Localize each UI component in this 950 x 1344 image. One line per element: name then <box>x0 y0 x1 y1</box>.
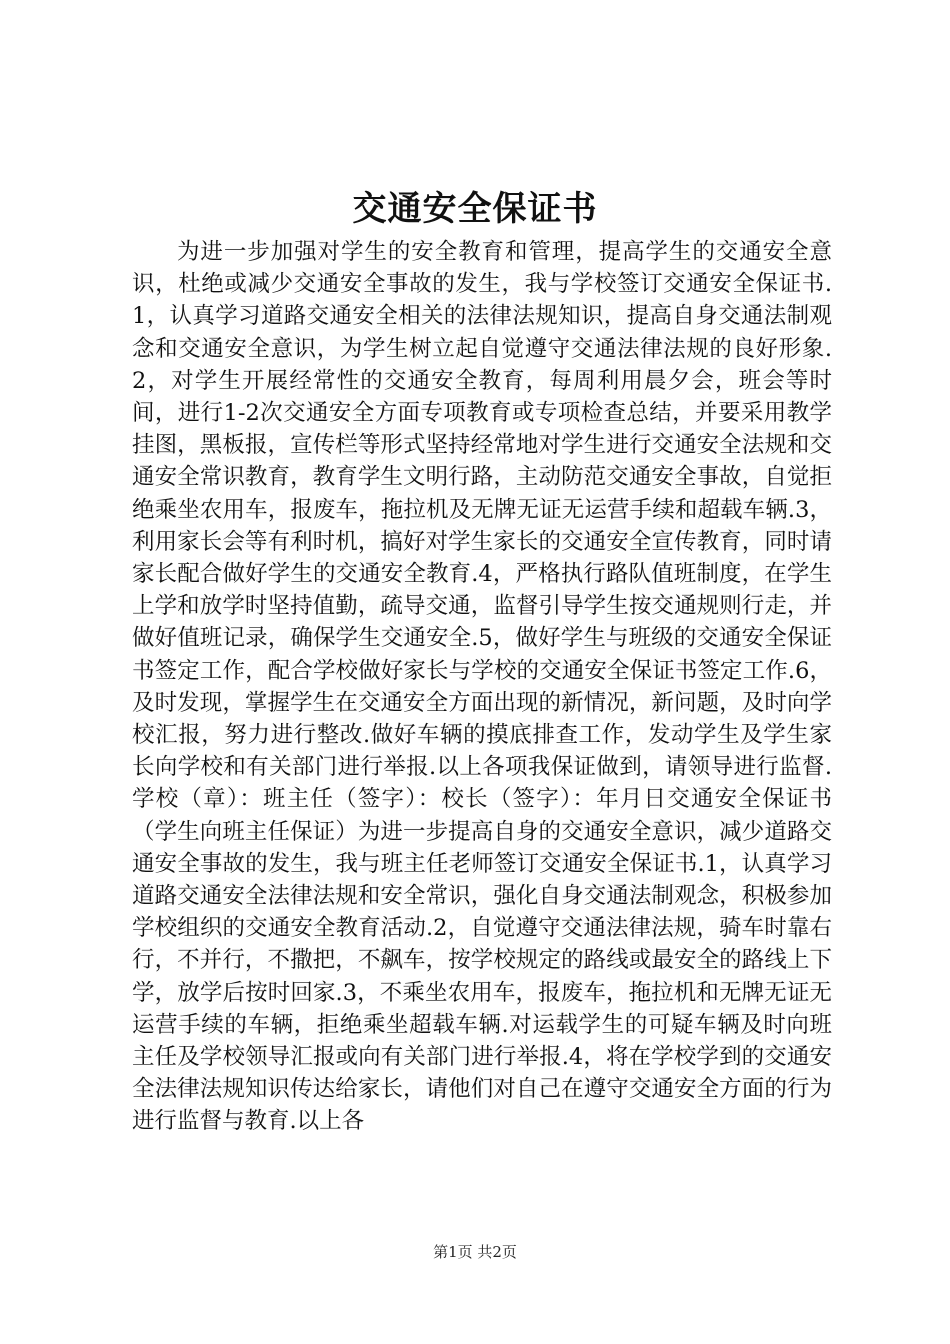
page-number: 第1页 共2页 <box>433 1243 517 1261</box>
document-body: 为进一步加强对学生的安全教育和管理，提高学生的交通安全意识，杜绝或减少交通安全事故的发生，我与学校签订交通安全保证书.1，认真学习道路交通安全相关的法律法规知识，提高自身交通法制观念和交通安全意识，为学生树立起自觉遵守交通法律法规的良好形象.2，对学生开展经常性的交通安全教育，每周利用晨夕会，班会等时间，进行1-2次交通安全方面专项教育或专项检查总结，并要采用教学挂图，黑板报，宣传栏等形式坚持经常地对学生进行交通安全法规和交通安全常识教育，教育学生文明行路，主动防范交通安全事故，自觉拒绝乘坐农用车，报废车，拖拉机及无牌无证无运营手续和超载车辆.3，利用家长会等有利时机，搞好对学生家长的交通安全宣传教育，同时请家长配合做好学生的交通安全教育.4，严格执行路队值班制度，在学生上学和放学时坚持值勤，疏导交通，监督引导学生按交通规则行走，并做好值班记录，确保学生交通安全.5，做好学生与班级的交通安全保证书签定工作，配合学校做好家长与学校的交通安全保证书签定工作.6，及时发现，掌握学生在交通安全方面出现的新情况，新问题，及时向学校汇报，努力进行整改.做好车辆的摸底排查工作，发动学生及学生家长向学校和有关部门进行举报.以上各项我保证做到，请领导进行监督.学校（章）：班主任（签字）：校长（签字）：年月日交通安全保证书（学生向班主任保证）为进一步提高自身的交通安全意识，减少道路交通安全事故的发生，我与班主任老师签订交通安全保证书.1，认真学习道路交通安全法律法规和安全常识，强化自身交通法制观念，积极参加学校组织的交通安全教育活动.2，自觉遵守交通法律法规，骑车时靠右行，不并行，不撒把，不飙车，按学校规定的路线或最安全的路线上下学，放学后按时回家.3，不乘坐农用车，报废车，拖拉机和无牌无证无运营手续的车辆，拒绝乘坐超载车辆.对运载学生的可疑车辆及时向班主任及学校领导汇报或向有关部门进行举报.4，将在学校学到的交通安全法律法规知识传达给家长，请他们对自己在遵守交通安全方面的行为进行监督与教育.以上各 <box>132 239 832 1135</box>
document-title: 交通安全保证书 <box>352 189 598 229</box>
